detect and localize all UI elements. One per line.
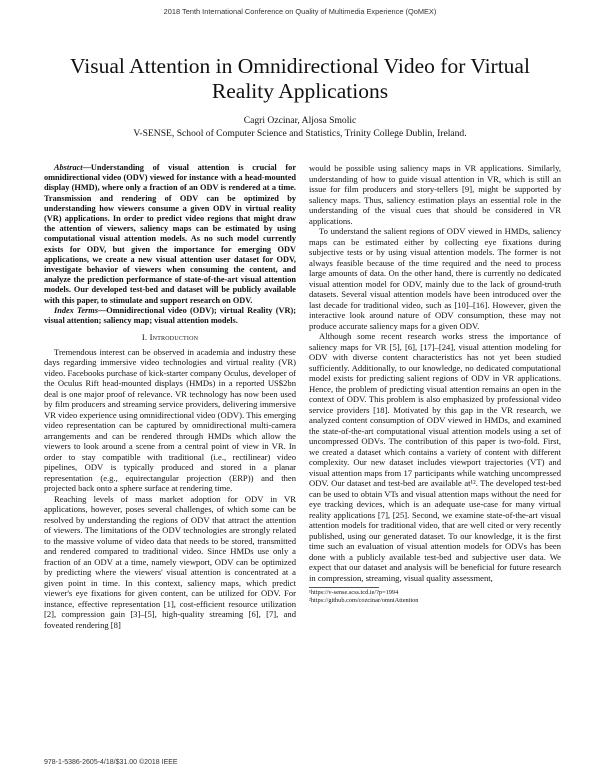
conference-header: 2018 Tenth International Conference on Quality of Multimedia Experience (QoMEX): [163, 7, 437, 16]
right-column: [309, 163, 561, 605]
abstract: [44, 163, 296, 306]
paper-title: Visual Attention in Omnidirectional Video for Virtual Reality Applications: [70, 54, 530, 103]
footnote: ¹https://v-sense.scss.tcd.ie/?p=1994: [309, 589, 399, 596]
abstract-label: Abstract: [54, 163, 83, 172]
index-terms-text: —Omnidirectional video (ODV); virtual Reality (VR); visual attention; saliency map; visual attention models.: [44, 305, 296, 326]
abstract-text: —Understanding of visual attention is crucial for omnidirectional video (ODV) viewed for instance with a head-mounted display (HMD), where only a fraction of an ODV is rendered at a time. Transmission and rendering of ODV can be optimized by understanding how viewers consume a given ODV in virtual reality (VR) applications. In order to predict video regions that might draw the attention of viewers, saliency maps can be estimated by using computational visual attention models. As no such model currently exists for ODV, but given the importance for emerging ODV applications, we create a new visual attention user dataset for ODV, investigate behavior of viewers when consuming the content, and analyze the prediction performance of state-of-the-art visual attention models. Our developed test-bed and dataset will be publicly available with this paper, to stimulate and support research on ODV.: [44, 163, 296, 305]
paragraph: Tremendous interest can be observed in academia and industry these days regarding immersive video technologies and virtual reality (VR) video. Facebooks purchase of kick-starter company Oculus, developer of the Oculus Rift head-mounted displays (HMDs) in a reported US$2bn deal is one major proof of relevance. VR technology has now been used by film producers and streaming service providers, delivering immersive VR video experience using omnidirectional video (ODV). This emerging video representation can be captured by omnidirectional multi-camera arrangements and can be rendered through HMDs which allow the viewers to look around a scene from a central point of view in VR. In order to stay compatible with traditional (i.e., rectilinear) video pipelines, ODV is typically produced and stored in a planar representation (e.g., equirectangular projection (ERP)) and then projected back onto a sphere surface at rendering time.: [44, 346, 296, 494]
section-heading: [44, 332, 296, 343]
index-terms: [44, 306, 296, 326]
section-title: Introduction: [149, 332, 199, 343]
paper-authors: Cagri Ozcinar, Aljosa Smolic: [243, 115, 357, 126]
isbn-footer: 978-1-5386-2605-4/18/$31.00 ©2018 IEEE: [44, 759, 178, 766]
section-number: I.: [141, 332, 148, 343]
left-column: [44, 163, 296, 630]
paper-affiliation: V-SENSE, School of Computer Science and Statistics, Trinity College Dublin, Ireland.: [133, 128, 467, 139]
footnote-divider: [309, 587, 379, 588]
index-terms-label: Index Terms: [54, 305, 98, 315]
paragraph: Although some recent research works stress the importance of saliency maps for VR [5], [6], [17]–[24], visual attention modeling for ODV with diverse content characteristics has not yet been studied sufficiently. Additionally, to our knowledge, no dedicated computational model exists for predicting salient regions of ODV in VR applications. Hence, the problem of predicting visual attention remains an open in the context of ODV. This problem is also emphasized by professional video service providers [18]. Motivated by this gap in the VR research, we analyzed content consumption of ODV viewed in HMDs, and examined the state-of-the-art computational visual attention models using a set of uncompressed ODVs. The contribution of this paper is two-fold. First, we created a dataset which contains a variety of content with different complexity. Our new dataset includes viewport trajectories (VT) and visual attention maps from 17 participants while watching uncompressed ODV. Our dataset and test-bed are available at¹². The developed test-bed can be used to obtain VTs and visual attention maps without the need for eye tracking devices, which is an adequate use-case for many virtual reality applications [7], [25]. Second, we examine state-of-the-art visual attention models for traditional video, that are well cited or very recently published, using our generated dataset. To our knowledge, it is the first time such an evaluation of visual attention models for ODVs has been done with a publicly available test-bed and subjective user data. We expect that our dataset and analysis will be beneficial for future research in compression, streaming, visual quality assessment,: [309, 331, 561, 583]
paragraph: To understand the salient regions of ODV viewed in HMDs, saliency maps can be estimated either by collecting eye fixations during subjective tests or by using visual attention models. The former is not always feasible because of the time required and the need to process large amounts of data. On the other hand, there is currently no dedicated visual attention model for ODV, mainly due to the lack of ground-truth datasets. Several visual attention models have been introduced over the last decade for traditional video, such as [10]–[16]. However, given the interactive look around nature of ODV consumption, these may not produce accurate saliency maps for a given ODV.: [309, 226, 561, 331]
paragraph: Reaching levels of mass market adoption for ODV in VR applications, however, poses several challenges, of which some can be resolved by understanding the regions of ODV that attract the attention of viewers. The limitations of the ODV technologies are strongly related to the massive volume of video data that needs to be stored, transmitted and rendered compared to traditional video. Since HMDs use only a fraction of an ODV at a time, namely viewport, ODV can be optimized by predicting where the viewers' visual attention is concentrated at a given point in time. In this context, saliency maps, which predict viewer's eye fixations for given content, can be utilized for ODV. For instance, effective representation [1], cost-efficient resource utilization [2], compression gain [3]–[5], high-quality streaming [6], [7], and foveated rendering [8]: [44, 493, 296, 630]
footnote: ²https://github.com/cozcinar/omniAttention: [309, 597, 419, 604]
paragraph: would be possible using saliency maps in VR applications. Similarly, understanding of how to guide visual attention in VR, which is still an issue for film producers and story-tellers [9], might be supported by saliency maps. Thus, saliency estimation plays an essential role in the understanding of the visual cues that should be considered in VR applications.: [309, 163, 561, 226]
